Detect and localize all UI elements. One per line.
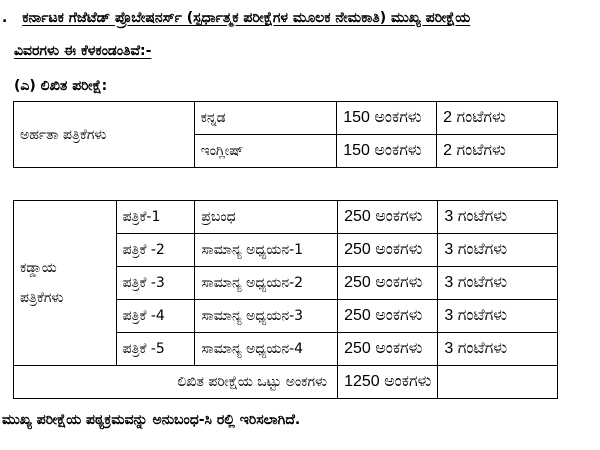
subject-cell: ಸಾಮಾನ್ಯ ಅಧ್ಯಯನ-1 xyxy=(195,234,338,267)
compulsory-papers-label xyxy=(14,201,117,366)
marks-cell: 150 ಅಂಕಗಳು xyxy=(337,135,437,168)
marks-cell: 250 ಅಂಕಗಳು xyxy=(338,267,438,300)
paper-cell: ಪತ್ರಿಕೆ -4 xyxy=(116,300,195,333)
marks-cell: 250 ಅಂಕಗಳು xyxy=(338,234,438,267)
subject-cell: ಸಾಮಾನ್ಯ ಅಧ್ಯಯನ-3 xyxy=(195,300,338,333)
paper-cell: ಪತ್ರಿಕೆ -3 xyxy=(116,267,195,300)
marks-cell: 150 ಅಂಕಗಳು xyxy=(337,102,437,135)
subject-cell: ಸಾಮಾನ್ಯ ಅಧ್ಯಯನ-4 xyxy=(195,333,338,366)
heading-prefix: . xyxy=(2,10,8,26)
subject-cell: ಇಂಗ್ಲೀಷ್ xyxy=(194,135,337,168)
section-a-title: (ಎ) ಲಿಖಿತ ಪರೀಕ್ಷೆ: xyxy=(14,78,108,94)
duration-cell: 3 ಗಂಟೆಗಳು xyxy=(438,201,558,234)
heading-line-1 xyxy=(2,10,470,26)
total-marks: 1250 ಅಂಕಗಳು xyxy=(338,366,438,399)
marks-cell: 250 ಅಂಕಗಳು xyxy=(338,300,438,333)
table-row xyxy=(14,201,558,234)
qualifying-papers-table xyxy=(13,101,558,168)
compulsory-label-line-1: ಕಡ್ಡಾಯ xyxy=(20,260,57,276)
compulsory-papers-table xyxy=(13,200,558,399)
marks-cell: 250 ಅಂಕಗಳು xyxy=(338,333,438,366)
qualifying-papers-label: ಅರ್ಹತಾ ಪತ್ರಿಕೆಗಳು xyxy=(14,102,195,168)
footer-note: ಮುಖ್ಯ ಪರೀಕ್ಷೆಯ ಪಠ್ಯಕ್ರಮವನ್ನು ಅನುಬಂಧ-ಸಿ ರಲ್ಲಿ ಇರಿಸಲಾಗಿದೆ. xyxy=(2,412,301,428)
duration-cell: 2 ಗಂಟೆಗಳು xyxy=(437,135,558,168)
duration-cell: 3 ಗಂಟೆಗಳು xyxy=(438,333,558,366)
subject-cell: ಕನ್ನಡ xyxy=(194,102,337,135)
paper-cell: ಪತ್ರಿಕೆ-1 xyxy=(116,201,195,234)
duration-cell: 3 ಗಂಟೆಗಳು xyxy=(438,234,558,267)
table-row xyxy=(14,102,558,135)
duration-cell: 3 ಗಂಟೆಗಳು xyxy=(438,267,558,300)
duration-cell: 3 ಗಂಟೆಗಳು xyxy=(438,300,558,333)
duration-cell: 2 ಗಂಟೆಗಳು xyxy=(437,102,558,135)
empty-cell xyxy=(438,366,558,399)
paper-cell: ಪತ್ರಿಕೆ -2 xyxy=(116,234,195,267)
subject-cell: ಸಾಮಾನ್ಯ ಅಧ್ಯಯನ-2 xyxy=(195,267,338,300)
paper-cell: ಪತ್ರಿಕೆ -5 xyxy=(116,333,195,366)
compulsory-label-line-2: ಪತ್ರಿಕೆಗಳು xyxy=(20,290,64,306)
heading-title: ಕರ್ನಾಟಕ ಗೆಜೆಟೆಡ್ ಪ್ರೊಬೇಷನರ್ಸ್ (ಸ್ಪರ್ಧಾತ್ಮಕ ಪರೀಕ್ಷೆಗಳ ಮೂಲಕ ನೇಮಕಾತಿ) ಮುಖ್ಯ ಪರೀಕ್ಷೆಯ xyxy=(22,10,471,26)
marks-cell: 250 ಅಂಕಗಳು xyxy=(338,201,438,234)
heading-line-2: ವಿವರಗಳು ಈ ಕೆಳಕಂಡಂತಿವೆ:- xyxy=(14,43,152,59)
subject-cell: ಪ್ರಬಂಧ xyxy=(195,201,338,234)
total-label: ಲಿಖಿತ ಪರೀಕ್ಷೆಯ ಒಟ್ಟು ಅಂಕಗಳು xyxy=(14,366,338,399)
table-row-total xyxy=(14,366,558,399)
